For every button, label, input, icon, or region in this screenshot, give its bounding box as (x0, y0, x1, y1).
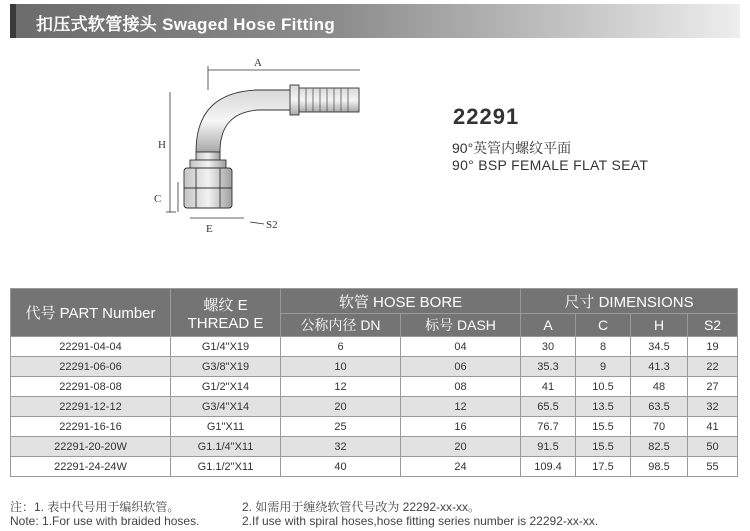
note-zh-2: 2. 如需用于缠绕软管代号改为 22292-xx-xx。 (242, 500, 481, 514)
col-header-h: H (631, 314, 688, 337)
table-row: 22291-16-16 G1"X11 25 16 76.7 15.5 70 41 (11, 417, 738, 437)
table-row: 22291-24-24W G1.1/2"X11 40 24 109.4 17.5 98.5 55 (11, 457, 738, 477)
product-description-zh: 90°英管内螺纹平面 (452, 140, 572, 156)
fitting-drawing (150, 52, 410, 242)
label-e: E (206, 223, 213, 235)
label-a: A (254, 57, 262, 69)
table-row: 22291-12-12 G3/4"X14 20 12 65.5 13.5 63.5 32 (11, 397, 738, 417)
col-header-c: C (576, 314, 631, 337)
section-header (10, 4, 740, 38)
note-en-1: Note: 1.For use with braided hoses. (10, 514, 200, 528)
label-s2: S2 (266, 219, 278, 231)
note-zh-1: 注：1. 表中代号用于编织软管。 (10, 500, 180, 514)
table-row: 22291-06-06 G3/8"X19 10 06 35.3 9 41.3 22 (11, 357, 738, 377)
col-header-hose-bore: 软管 HOSE BORE (281, 289, 521, 314)
section-title: 扣压式软管接头 Swaged Hose Fitting (36, 15, 336, 34)
fitting-body (184, 85, 359, 208)
col-header-dash: 标号 DASH (401, 314, 521, 337)
col-header-dimensions: 尺寸 DIMENSIONS (521, 289, 738, 314)
product-description-en: 90° BSP FEMALE FLAT SEAT (452, 157, 649, 173)
col-header-part: 代号 PART Number (11, 289, 171, 337)
label-c: C (154, 193, 162, 205)
col-header-s2: S2 (688, 314, 738, 337)
col-header-dn: 公称内径 DN (281, 314, 401, 337)
spec-table (10, 288, 738, 477)
label-h: H (158, 139, 166, 151)
note-en-2: 2.If use with spiral hoses,hose fitting series number is 22292-xx-xx. (242, 514, 599, 528)
table-row: 22291-08-08 G1/2"X14 12 08 41 10.5 48 27 (11, 377, 738, 397)
table-row: 22291-04-04 G1/4"X19 6 04 30 8 34.5 19 (11, 337, 738, 357)
table-row: 22291-20-20W G1.1/4"X11 32 20 91.5 15.5 82.5 50 (11, 437, 738, 457)
col-header-a: A (521, 314, 576, 337)
header-accent-bar (10, 4, 16, 38)
col-header-thread: 螺纹 E THREAD E (171, 289, 281, 337)
product-code: 22291 (453, 104, 520, 129)
